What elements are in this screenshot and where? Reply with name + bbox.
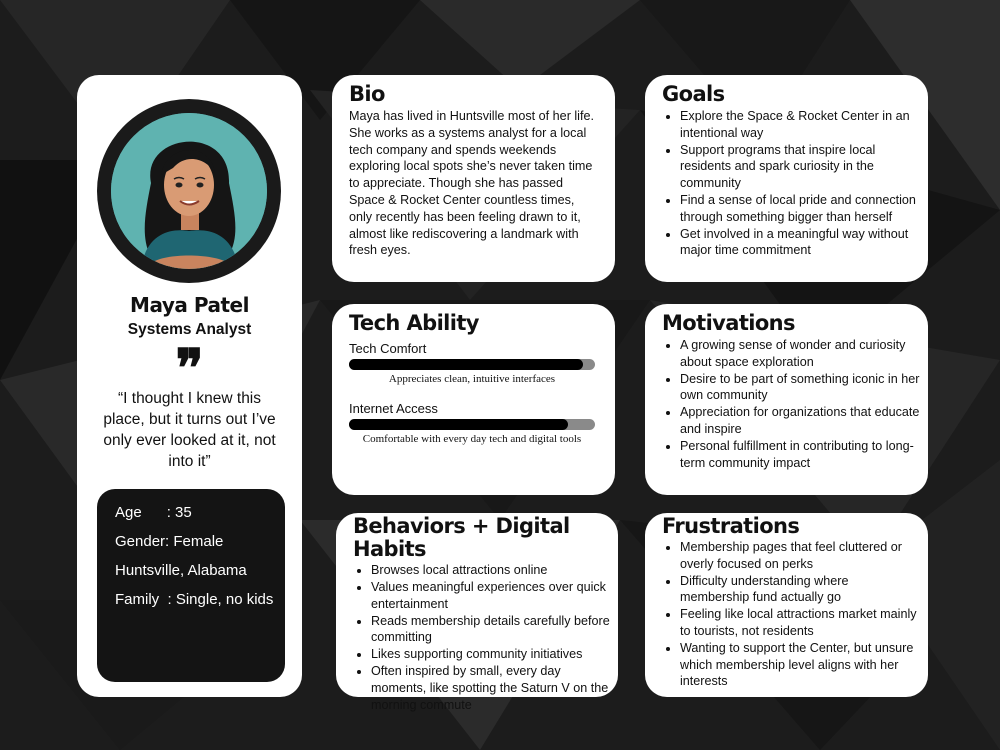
bio-text: Maya has lived in Huntsville most of her life. She works as a systems analyst for a local tech company and spends weekends exploring local spots she’s never taken time to appreciate. Though she has passed Space & Rocket Center countless times, only recently has been feeling drawn to it, almost like rediscovering a landmark with fresh eyes.	[349, 109, 594, 258]
tech-comfort-bar	[349, 359, 595, 370]
quote-icon: ❞	[175, 338, 204, 399]
internet-access-label: Internet Access	[349, 401, 438, 417]
list-item: • Support programs that inspire local residents and spark curiosity in the community	[680, 142, 920, 192]
motivations-card	[645, 304, 928, 495]
list-item: • Feeling like local attractions market mainly to tourists, not residents	[680, 606, 920, 640]
persona-quote: “I thought I knew this place, but it turns out I’ve only ever looked at it, not into it”	[103, 390, 276, 470]
list-item: • Likes supporting community initiatives	[371, 646, 610, 663]
list-item: • Appreciation for organizations that educate and inspire	[680, 404, 920, 438]
internet-access-fill	[349, 419, 568, 430]
behaviors-title: Behaviors + Digital Habits	[353, 514, 570, 562]
tech-comfort-caption: Appreciates clean, intuitive interfaces	[388, 373, 556, 386]
list-item: • A growing sense of wonder and curiosity about space exploration	[680, 337, 920, 371]
behaviors-card	[336, 513, 618, 712]
list-item: • Membership pages that feel cluttered or overly focused on perks	[680, 539, 920, 573]
list-item: • Wanting to support the Center, but unsure which membership level aligns with her interests	[680, 640, 920, 690]
list-item: • Explore the Space & Rocket Center in an intentional way	[680, 108, 920, 142]
tech-ability-card	[332, 304, 615, 495]
internet-access-caption: Comfortable with every day tech and digital tools	[362, 433, 582, 446]
goals-card	[645, 75, 928, 282]
list-item: • Browses local attractions online	[371, 562, 610, 579]
list-item: • Reads membership details carefully before committing	[371, 613, 610, 647]
list-item: • Difficulty understanding where membership fund actually go	[680, 573, 920, 607]
bio-title: Bio	[349, 82, 385, 106]
avatar-illustration	[111, 113, 267, 269]
avatar	[97, 99, 281, 283]
list-item: • Get involved in a meaningful way without major time commitment	[680, 226, 920, 260]
profile-card	[77, 75, 302, 697]
list-item: • Desire to be part of something iconic in her own community	[680, 371, 920, 405]
list-item: • Find a sense of local pride and connection through something bigger than herself	[680, 192, 920, 226]
motivations-title: Motivations	[662, 311, 795, 335]
demographics-box	[97, 489, 285, 682]
list-item: • Often inspired by small, every day moments, like spotting the Saturn V on the morning commute	[371, 663, 610, 713]
persona-name: Maya Patel	[130, 293, 249, 317]
frustrations-card	[645, 513, 928, 697]
list-item: • Personal fulfillment in contributing to long-term community impact	[680, 438, 920, 472]
location-field: Huntsville, Alabama	[115, 562, 247, 579]
internet-access-bar	[349, 419, 595, 430]
tech-comfort-label: Tech Comfort	[349, 341, 427, 357]
list-item: • Values meaningful experiences over quick entertainment	[371, 579, 610, 613]
bio-card	[332, 75, 615, 282]
goals-title: Goals	[662, 82, 725, 106]
persona-role: Systems Analyst	[127, 321, 252, 338]
gender-field: Gender: Female	[115, 533, 224, 550]
frustrations-title: Frustrations	[662, 514, 800, 538]
family-field: Family : Single, no kids	[115, 591, 274, 608]
age-field: Age : 35	[115, 504, 192, 521]
tech-title: Tech Ability	[349, 311, 479, 335]
tech-comfort-fill	[349, 359, 583, 370]
